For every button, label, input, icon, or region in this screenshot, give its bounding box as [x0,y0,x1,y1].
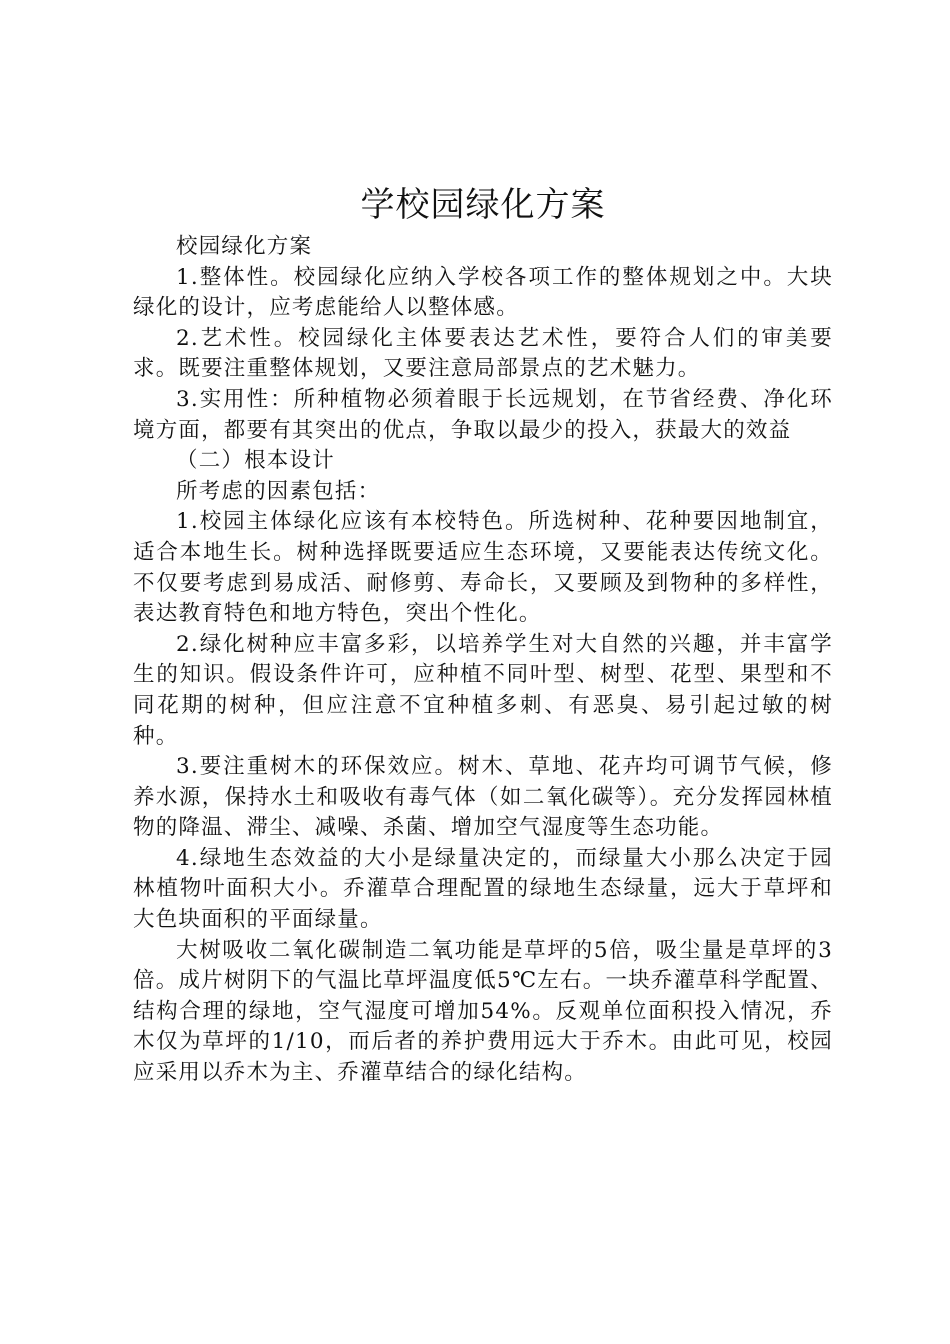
paragraph-factor-4: 4.绿地生态效益的大小是绿量决定的，而绿量大小那么决定于园林植物叶面积大小。乔灌草合理配置的绿地生态绿量，远大于草坪和大色块面积的平面绿量。 [133,845,833,933]
section-heading-basic-design: （二）根本设计 [176,448,335,474]
paragraph-artistry: 2.艺术性。校园绿化主体要表达艺术性，要符合人们的审美要求。既要注重整体规划，又要注意局部景点的艺术魅力。 [133,325,833,382]
document-title: 学校园绿化方案 [360,185,606,225]
paragraph-heading: 校园绿化方案 [176,234,313,259]
paragraph-factor-1: 1.校园主体绿化应该有本校特色。所选树种、花种要因地制宜，适合本地生长。树种选择既要适应生态环境，又要能表达传统文化。不仅要考虑到易成活、耐修剪、寿命长，又要顾及到物种的多样性，表达教育特色和地方特色，突出个性化。 [133,509,833,627]
paragraph-integrity: 1.整体性。校园绿化应纳入学校各项工作的整体规划之中。大块绿化的设计，应考虑能给人以整体感。 [133,264,833,321]
paragraph-factor-3: 3.要注重树木的环保效应。树木、草地、花卉均可调节气候，修养水源，保持水土和吸收有毒气体（如二氧化碳等）。充分发挥园林植物的降温、滞尘、减噪、杀菌、增加空气湿度等生态功能。 [133,754,833,841]
paragraph-tree-benefits: 大树吸收二氧化碳制造二氧功能是草坪的5倍，吸尘量是草坪的3倍。成片树阴下的气温比草坪温度低5℃左右。一块乔灌草科学配置、结构合理的绿地，空气湿度可增加54%。反观单位面积投入情况，乔木仅为草坪的1/10，而后者的养护费用远大于乔木。由此可见，校园应采用以乔木为主、乔灌草结合的绿化结构。 [133,937,833,1086]
paragraph-practicality: 3.实用性：所种植物必须着眼于长远规划，在节省经费、净化环境方面，都要有其突出的优点，争取以最少的投入，获最大的效益 [133,386,833,443]
paragraph-factor-2: 2.绿化树种应丰富多彩，以培养学生对大自然的兴趣，并丰富学生的知识。假设条件许可，应种植不同叶型、树型、花型、果型和不同花期的树种，但应注意不宜种植多刺、有恶臭、易引起过敏的树种。 [133,631,833,749]
paragraph-factors-intro: 所考虑的因素包括： [176,478,381,504]
document-page [133,180,833,1089]
